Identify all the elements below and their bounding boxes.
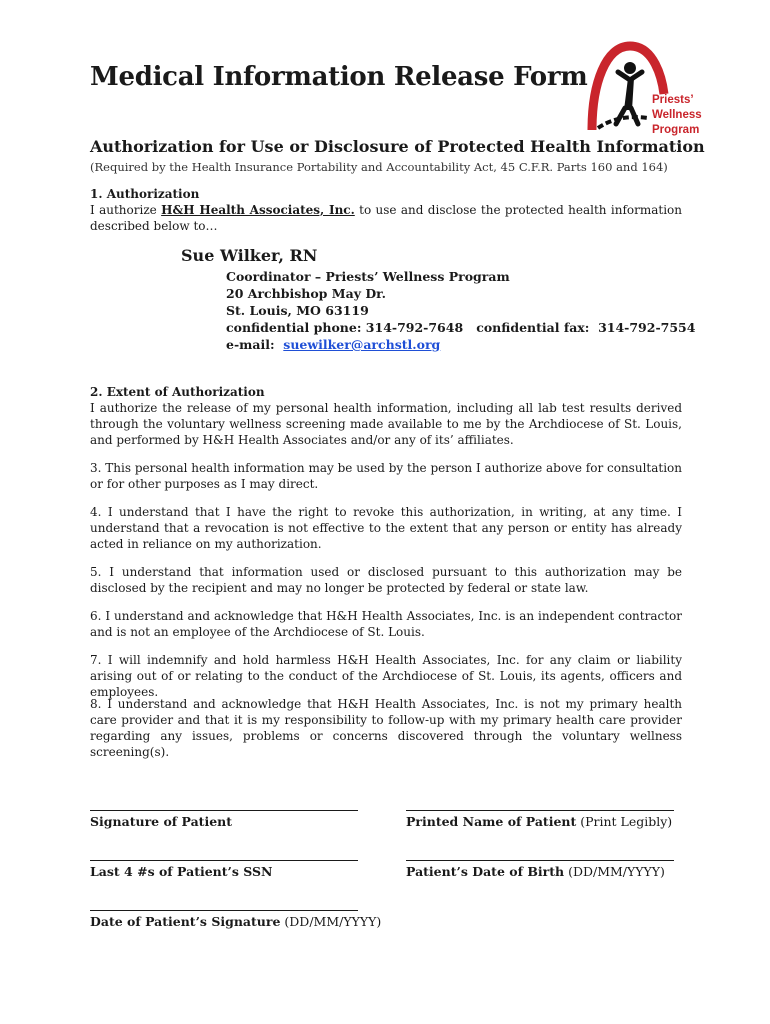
dob-label: Patient’s Date of Birth (DD/MM/YYYY) (406, 864, 665, 879)
clause-8: 8. I understand and acknowledge that H&H Health Associates, Inc. is not my primary health care provider and that it is my responsibility to follow-up with my primary health care provider regarding any issues, problems or concerns discovered through the voluntary wellness screening(s). (90, 697, 682, 759)
section-extent (90, 384, 682, 448)
clause-3: 3. This personal health information may be used by the person I authorize above for consultation or for other purposes as I may direct. (90, 461, 682, 491)
signature-label: Signature of Patient (90, 814, 233, 829)
clause-4: 4. I understand that I have the right to revoke this authorization, in writing, at any time. I understand that a revocation is not effective to the extent that any person or entity has already acted in reliance on my authorization. (90, 505, 682, 551)
recipient-details (226, 268, 695, 353)
recipient-name: Sue Wilker, RN (181, 246, 318, 265)
form-subtitle: Authorization for Use or Disclosure of Protected Health Information (90, 137, 705, 156)
clause-6: 6. I understand and acknowledge that H&H Health Associates, Inc. is an independent contractor and is not an employee of the Archdiocese of St. Louis. (90, 609, 682, 639)
printed-name-line[interactable] (406, 810, 674, 811)
printed-name-label: Printed Name of Patient (Print Legibly) (406, 814, 673, 829)
authorized-entity: H&H Health Associates, Inc. (161, 203, 355, 217)
logo-line-2: Wellness (652, 109, 702, 121)
recipient-phone-fax: confidential phone: 314-792-7648 confidential fax: 314-792-7554 (226, 320, 696, 335)
clause-5: 5. I understand that information used or disclosed pursuant to this authorization may be disclosed by the recipient and may no longer be protected by federal or state law. (90, 565, 682, 595)
signature-date-line[interactable] (90, 910, 358, 911)
section-authorization (90, 186, 682, 234)
recipient-address-2: St. Louis, MO 63119 (226, 303, 369, 318)
section-1-text-after: to use and disclose the protected health information described below to… (90, 203, 682, 233)
ssn-label: Last 4 #s of Patient’s SSN (90, 864, 273, 879)
recipient-email-link[interactable]: suewilker@archstl.org (283, 337, 441, 352)
logo-line-1: Priests’ (652, 94, 694, 106)
clause-7: 7. I will indemnify and hold harmless H&H Health Associates, Inc. for any claim or liability arising out of or relating to the conduct of the Archdiocese of St. Louis, its agents, officers and employees. (90, 653, 682, 699)
section-1-text-before: I authorize (90, 203, 162, 217)
section-2-text: I authorize the release of my personal health information, including all lab test results derived through the voluntary wellness screening made available to me by the Archdiocese of St. Louis, and performed by H&H Health Associates and/or any of its’ affiliates. (90, 401, 682, 447)
signature-date-label: Date of Patient’s Signature (DD/MM/YYYY) (90, 914, 382, 929)
signature-line[interactable] (90, 810, 358, 811)
logo-line-3: Program (652, 124, 700, 136)
recipient-address-1: 20 Archbishop May Dr. (226, 286, 386, 301)
logo-wordmark (652, 93, 702, 138)
page-title: Medical Information Release Form (90, 62, 588, 92)
email-label: e-mail: (226, 337, 284, 352)
section-2-heading: 2. Extent of Authorization (90, 385, 265, 399)
recipient-role: Coordinator – Priests’ Wellness Program (226, 269, 510, 284)
dob-line[interactable] (406, 860, 674, 861)
hipaa-note: (Required by the Health Insurance Portability and Accountability Act, 45 C.F.R. Parts 160 and 164) (90, 160, 668, 174)
section-1-heading: 1. Authorization (90, 187, 200, 201)
ssn-line[interactable] (90, 860, 358, 861)
